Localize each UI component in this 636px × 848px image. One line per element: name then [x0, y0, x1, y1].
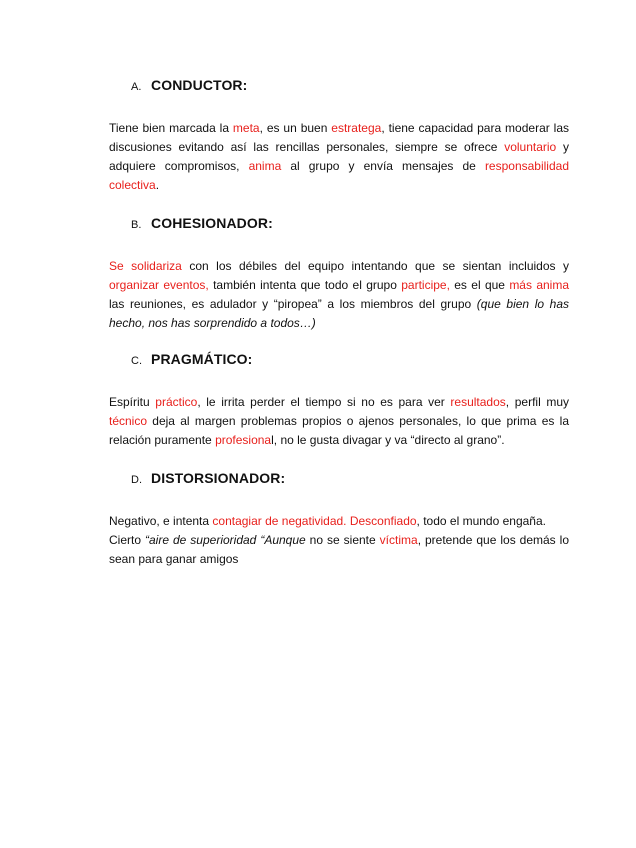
- text-run: .: [155, 178, 160, 192]
- highlighted-text: participe,: [401, 278, 450, 292]
- highlighted-text: práctico: [155, 395, 198, 409]
- text-run: Tiene bien marcada la: [109, 121, 233, 135]
- paragraph: [109, 512, 569, 531]
- text-run: es el que: [449, 278, 510, 292]
- text-run: , es un buen: [259, 121, 332, 135]
- highlighted-text: Se solidariza: [109, 259, 182, 273]
- highlighted-text: estratega: [331, 121, 382, 135]
- text-run: , todo el mundo engaña.: [416, 514, 546, 528]
- highlighted-text: técnico: [109, 414, 148, 428]
- paragraph: [109, 393, 569, 450]
- highlighted-text: más anima: [509, 278, 570, 292]
- text-run: y adquiere compromisos,: [109, 140, 569, 173]
- text-run: las reuniones, es adulador y “piropea” a los miembros del grupo: [109, 297, 477, 311]
- section-body-cohesionador: [109, 257, 569, 333]
- paragraph: [109, 257, 569, 333]
- heading-title: COHESIONADOR:: [151, 215, 273, 231]
- section-body-pragmatico: [109, 393, 569, 450]
- heading-title: DISTORSIONADOR:: [151, 470, 286, 486]
- text-run: , le irrita perder el tiempo si no es para ver: [197, 395, 451, 409]
- text-run: Cierto: [109, 533, 145, 547]
- text-run: al grupo y envía mensajes de: [281, 159, 485, 173]
- italic-text: (que bien lo has hecho, nos has sorprendido a todos…): [109, 297, 569, 330]
- text-run: , tiene capacidad para moderar las discusiones evitando así las rencillas personales, siempre se ofrece: [109, 121, 569, 154]
- heading-cohesionador: [131, 215, 273, 231]
- highlighted-text: meta: [232, 121, 260, 135]
- heading-letter: D.: [131, 474, 143, 486]
- text-run: , perfil muy: [505, 395, 570, 409]
- text-run: , pretende que los demás lo sean para ganar amigos: [109, 533, 570, 566]
- heading-pragmatico: [131, 351, 252, 367]
- heading-conductor: [131, 77, 247, 93]
- text-run: también intenta que todo el grupo: [208, 278, 402, 292]
- section-body-conductor: [109, 119, 569, 195]
- highlighted-text: contagiar de negatividad. Desconfiado: [212, 514, 417, 528]
- text-run: con los débiles del equipo intentando que se sientan incluidos y: [181, 259, 570, 273]
- highlighted-text: profesiona: [215, 433, 272, 447]
- heading-letter: A.: [131, 81, 142, 93]
- highlighted-text: anima: [248, 159, 282, 173]
- paragraph: [109, 119, 569, 195]
- highlighted-text: responsabilidad colectiva: [109, 159, 569, 192]
- paragraph: [109, 531, 569, 569]
- highlighted-text: víctima: [379, 533, 418, 547]
- highlighted-text: resultados: [450, 395, 506, 409]
- section-body-distorsionador: [109, 512, 569, 569]
- highlighted-text: organizar eventos,: [109, 278, 209, 292]
- heading-title: PRAGMÁTICO:: [151, 351, 253, 367]
- heading-distorsionador: [131, 470, 285, 486]
- heading-title: CONDUCTOR:: [151, 77, 248, 93]
- heading-letter: B.: [131, 219, 142, 231]
- italic-text: “aire de superioridad “Aunque: [145, 533, 306, 547]
- text-run: no se siente: [305, 533, 380, 547]
- highlighted-text: voluntario: [504, 140, 557, 154]
- text-run: l, no le gusta divagar y va “directo al grano”.: [271, 433, 505, 447]
- heading-letter: C.: [131, 355, 143, 367]
- text-run: Espíritu: [109, 395, 156, 409]
- text-run: deja al margen problemas propios o ajenos personales, lo que prima es la relación puramente: [109, 414, 569, 447]
- text-run: Negativo, e intenta: [109, 514, 213, 528]
